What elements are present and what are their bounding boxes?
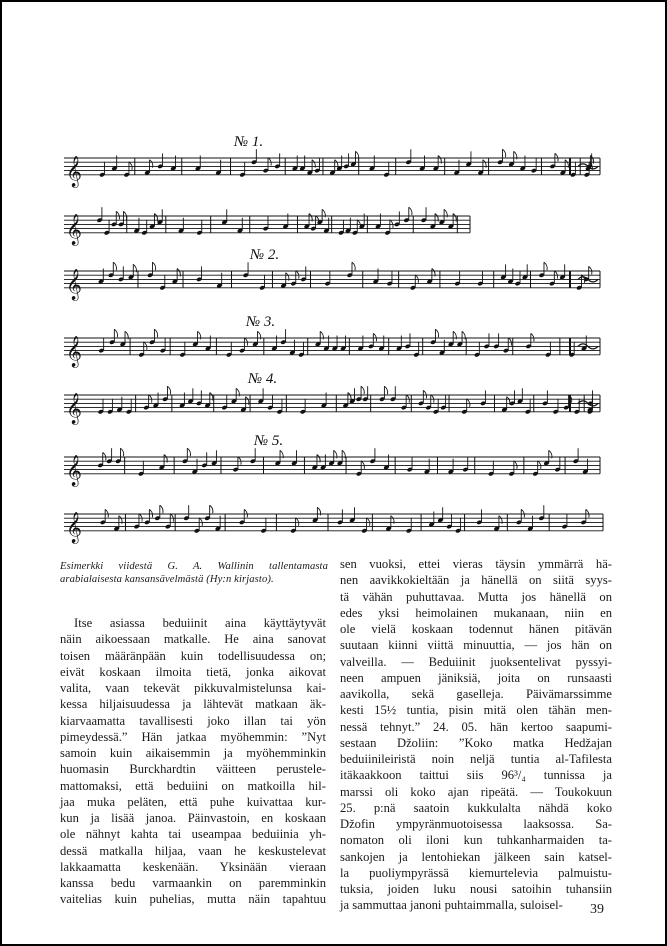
paragraph-line: nomaton oli iloni kun tuhkanharmaiden ta- [340,833,612,848]
paragraph-line: kanssa bedu varmaankin on paremminkin [60,876,326,890]
note-flag [467,399,470,407]
note-flag [589,266,592,274]
paragraph-line: 25. p:nä saatoin kukkulalta nähdä koko [340,800,612,815]
paragraph-line: sestaan Džoliin: ”Koko matka Hedžajan [340,735,612,750]
note-flag [406,395,409,403]
paragraph-line: sankojen ja lentohiekan jälkeen sain katsel- [340,849,612,864]
left-text-column [60,615,326,908]
note-flag [199,518,202,526]
treble-clef-icon: 𝄞 [66,335,82,367]
note-flag [187,448,190,456]
note-flag [268,158,271,166]
note-flag [238,457,241,465]
note-flag [367,518,370,526]
note-flag [114,329,117,337]
paragraph-line: kiarvaamatta tavallisesti joko illan tai yön [60,713,326,728]
figure-caption [60,560,328,586]
paragraph-line: lakkaamatta keskenään. Yksinään vieraan [60,859,326,874]
paragraph-line: pimeydessä.” Hän jatkaa myöhemmin: ”Nyt [60,729,326,744]
paragraph-line: sen vuoksi, ettei vieras täysin ymmärrä hä- [340,557,612,571]
note-flag [508,338,511,346]
note-flag [144,342,147,350]
paragraph-line: tuksia, joiden luku nousi satoihin tuhansiin [340,882,612,896]
note-flag [361,461,364,469]
note-flag [244,338,247,346]
page-border-left [0,0,2,946]
note-flag [152,262,155,270]
paragraph-line: valita, vaan tekevät pikkuvalmistelunsa kai- [60,681,326,695]
paragraph-line: Itse asiassa beduiinit aina käyttäytyvät [74,616,326,630]
note-flag [129,162,132,170]
note-flag [121,448,124,456]
tune-number-label: № 5. [254,433,284,449]
tune-number-label: № 4. [248,371,278,387]
note-flag [103,452,106,460]
right-text-column [340,556,612,914]
treble-clef-icon: 𝄞 [66,213,82,245]
note-flag [544,262,547,270]
paragraph-line: neen ampuen jäniksiä, joita on runsaasti [340,670,612,685]
music-notation-figure [58,125,610,555]
paragraph-line: itäkaakkoon taittui siis 96³/₄ tunnissa ja [340,768,612,783]
note-flag [586,509,589,517]
paragraph-line: beduiinileiristä noin neljä tuntia al-Tafilesta [340,752,612,766]
paragraph-line: nessä tehnyt.” 24. 05. hän kertoo saapumi- [340,719,612,734]
paragraph-line: huomasin Burckhardtin väitteen perustele- [60,762,326,777]
note-flag [554,271,557,279]
note-flag [149,395,152,403]
note-flag [373,333,376,341]
paragraph-line: kun ja lisää janoa. Päinvastoin, en koskaan [60,811,326,825]
note-flag [139,514,142,522]
paragraph-line: aavikolla, sekä gaselleja. Päivämarssimme [340,687,612,701]
paragraph-line: ja sammuttaa janoni puhtaimmalla, suloisel- [340,898,563,913]
paragraph-line: ole nähnyt kahta tai useampaa beduiinia yh- [60,827,326,842]
note-flag [415,275,418,283]
paragraph-line: Džofin ympyränmuotoisessa laaksossa. Sa- [340,817,612,831]
treble-clef-icon: 𝄞 [66,155,82,187]
note-flag [296,518,299,526]
paragraph-line: kesti 15½ tuntia, pisin mitä olen tähän men- [340,703,612,718]
note-flag [149,509,152,517]
paragraph-line: jaa muka peläten, että puhe kuivattaa kur- [60,794,326,809]
note-flag [531,333,534,341]
treble-clef-icon: 𝄞 [66,454,82,486]
note-flag [154,329,157,337]
tune-number-label: № 1. [234,134,264,150]
paragraph-line: toisen määränpään kuin todellisuudessa on; [60,648,326,663]
note-flag [113,262,116,270]
paragraph-line: näin aikoessaan matkalle. He aina sanovat [60,632,326,647]
caption-line: arabialaisesta kansansävelmästä (Hy:n kirjasto). [60,574,274,585]
paragraph-line: tä vähän puhuttavaa. Mutta jos hänellä on [340,589,612,604]
paragraph-line: marssi oli koko ajan ripeätä. — Toukokuun [340,784,612,799]
note-flag [555,153,558,161]
page-border-top [0,0,667,2]
treble-clef-icon: 𝄞 [66,268,82,300]
treble-clef-icon: 𝄞 [66,392,82,424]
note-flag [210,505,213,513]
note-flag [105,509,108,517]
note-flag [123,211,126,219]
note-flag [116,211,119,219]
note-flag [503,149,506,157]
note-flag [361,386,364,394]
paragraph-line: valveilla. — Beduiinit juoksentelivat pyssyi- [340,654,612,669]
note-flag [384,386,387,394]
paragraph-line: samoin kuin aikaisemmin ja myöhemminkin [60,746,326,760]
paragraph-line: edes yksi heimolainen mukanaan, niin en [340,605,612,620]
note-flag [435,329,438,337]
caption-line: Esimerkki viidestä G. A. Wallinin tallentamasta [60,561,328,572]
note-flag [521,509,524,517]
note-flag [296,271,299,279]
paragraph-line: dessä matkalla hiljaa, vaan he keskustelevat [60,843,326,858]
note-flag [431,395,434,403]
tune-number-label: № 3. [246,314,276,330]
paragraph-line: kessa hiljaisuudessa ja lähtevät matkaan äk- [60,697,326,712]
note-flag [244,509,247,517]
note-flag [170,514,173,522]
note-flag [352,262,355,270]
paragraph-line: vaitelias kuin puhelias, mutta näin tapahtuu [60,892,326,907]
paragraph-line: suutaan kiinni viittä minuuttia, — jos hän on [340,638,612,653]
paragraph-line: la puoliympyrässä kiemurtelevia palmuistu- [340,865,612,880]
paragraph-line: mattomaksi, että beduiini on matkoilla hil- [60,778,326,793]
tune-number-label: № 2. [250,247,280,263]
paragraph-line: nen aavikkokieltään ja hänellä on siitä syys- [340,573,612,588]
paragraph-line: ole vielä koskaan todennut hänen pitävän [340,622,612,636]
note-flag [423,390,426,398]
note-flag [167,386,170,394]
note-flag [160,505,163,513]
note-flag [409,207,412,215]
page-number: 39 [590,902,604,917]
paragraph-line: eivät koskaan ilmoita tietä, jonka aikovat [60,664,326,679]
note-flag [514,461,517,469]
treble-clef-icon: 𝄞 [66,511,82,543]
note-flag [538,461,541,469]
note-flag [390,220,393,228]
